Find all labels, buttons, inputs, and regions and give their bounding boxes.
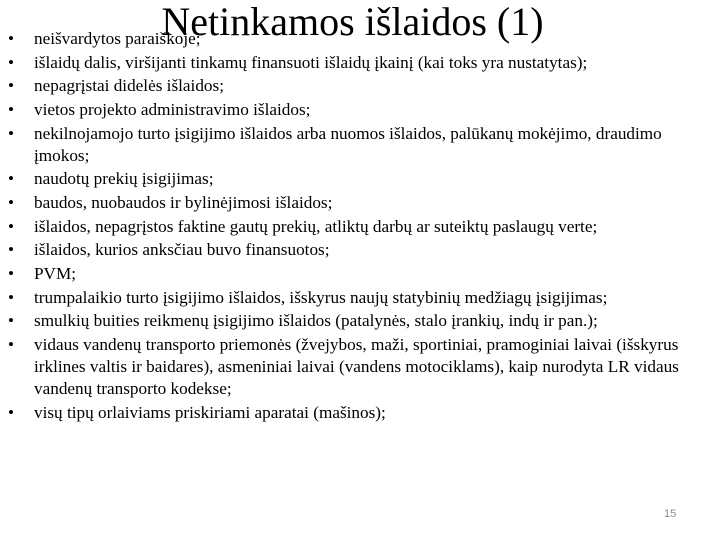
bullet-icon: •: [8, 169, 15, 189]
bullet-item-2: [8, 52, 708, 74]
bullet-item-12: [8, 310, 708, 332]
bullet-item-13: [8, 334, 708, 401]
bullet-icon: •: [8, 52, 15, 72]
bullet-text: neišvardytos paraiškoje;: [34, 29, 201, 48]
bullet-item-11: [8, 287, 708, 309]
bullet-item-7: [8, 192, 708, 214]
bullet-text: išlaidos, kurios anksčiau buvo finansuotos;: [34, 240, 330, 260]
bullet-item-10: [8, 263, 708, 285]
bullet-item-9: [8, 239, 708, 261]
bullet-text: išlaidų dalis, viršijanti tinkamų finansuoti išlaidų įkainį (kai toks yra nustatytas);: [34, 52, 588, 72]
bullet-item-3: [8, 75, 708, 97]
bullet-item-5: [8, 123, 708, 167]
bullet-list: [8, 28, 708, 426]
page-number: 15: [664, 508, 677, 520]
bullet-text: vietos projekto administravimo išlaidos;: [34, 99, 311, 119]
bullet-item-1: [8, 28, 708, 50]
bullet-text: trumpalaikio turto įsigijimo išlaidos, išskyrus naujų statybinių medžiagų įsigijimas;: [34, 287, 608, 307]
bullet-text: smulkių buities reikmenų įsigijimo išlaidos (patalynės, stalo įrankių, indų ir pan.);: [34, 311, 598, 331]
bullet-icon: •: [8, 240, 15, 260]
bullet-text: nepagrįstai didelės išlaidos;: [34, 76, 224, 96]
bullet-icon: •: [8, 311, 15, 331]
bullet-icon: •: [8, 334, 15, 354]
bullet-icon: •: [8, 193, 15, 213]
bullet-text: išlaidos, nepagrįstos faktine gautų prekių, atliktų darbų ar suteiktų paslaugų verte;: [34, 216, 598, 236]
bullet-text: naudotų prekių įsigijimas;: [34, 169, 214, 189]
bullet-icon: •: [8, 287, 15, 307]
slide-title: Netinkamos išlaidos (1): [161, 0, 544, 44]
bullet-icon: •: [8, 29, 15, 48]
bullet-icon: •: [8, 99, 15, 119]
bullet-icon: •: [8, 76, 15, 96]
bullet-icon: •: [8, 123, 15, 143]
bullet-icon: •: [8, 216, 15, 236]
bullet-icon: •: [8, 402, 15, 422]
bullet-item-6: [8, 168, 708, 190]
bullet-icon: •: [8, 263, 15, 283]
bullet-item-14: [8, 402, 708, 424]
bullet-text: vidaus vandenų transporto priemonės (žvejybos, maži, sportiniai, pramoginiai laivai (išskyrus irklines valtis ir baidares), asmeniniai laivai (vandens motociklams), kaip nurodyta LR vidaus vandenų transporto kodekse;: [34, 334, 679, 399]
bullet-text: PVM;: [34, 263, 77, 283]
bullet-item-4: [8, 99, 708, 121]
bullet-text: baudos, nuobaudos ir bylinėjimosi išlaidos;: [34, 193, 333, 213]
bullet-text: nekilnojamojo turto įsigijimo išlaidos arba nuomos išlaidos, palūkanų mokėjimo, draudimo įmokos;: [34, 123, 662, 165]
bullet-text: visų tipų orlaiviams priskiriami aparatai (mašinos);: [34, 402, 386, 422]
bullet-item-8: [8, 216, 708, 238]
